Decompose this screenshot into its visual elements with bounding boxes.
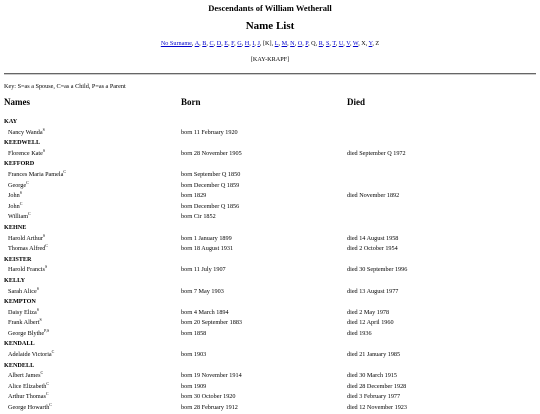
name-list xyxy=(0,117,540,414)
nav-letter[interactable]: L xyxy=(274,40,279,47)
role-link[interactable]: P,S xyxy=(44,327,50,333)
person-cell xyxy=(8,392,49,403)
column-header-names: Names xyxy=(4,97,30,107)
person-row xyxy=(0,149,540,160)
nav-letter[interactable]: F xyxy=(231,40,235,47)
person-row xyxy=(0,350,540,361)
person-row xyxy=(0,128,540,139)
person-name-link[interactable]: Florence Kate xyxy=(8,149,43,157)
role-key xyxy=(43,148,45,153)
name-range: [KAY-KRAPF] xyxy=(250,56,290,63)
person-name-link[interactable]: Thomas Alfred xyxy=(8,245,46,253)
role-link[interactable]: C xyxy=(28,211,31,217)
role-key xyxy=(46,391,49,396)
role-link[interactable]: S xyxy=(39,317,42,323)
born-cell: born 18 August 1931 xyxy=(181,245,234,253)
person-name-link[interactable]: Adelaide Victoria xyxy=(8,351,52,359)
surname-heading xyxy=(0,297,540,308)
born-cell: born 30 October 1920 xyxy=(181,393,236,401)
person-cell xyxy=(8,287,39,298)
role-link[interactable]: C xyxy=(51,349,55,354)
person-row xyxy=(0,318,540,329)
person-name-link[interactable]: George xyxy=(8,181,27,189)
person-name-link[interactable]: Albert James xyxy=(8,372,41,380)
born-cell: born 28 February 1912 xyxy=(181,404,238,412)
person-cell xyxy=(8,265,47,276)
role-link[interactable]: S xyxy=(44,264,48,270)
person-cell xyxy=(8,128,45,139)
role-key xyxy=(28,211,31,216)
column-header-died: Died xyxy=(347,97,365,107)
person-cell xyxy=(8,149,45,160)
nav-letter[interactable]: G xyxy=(237,40,242,47)
born-cell: born 1 January 1899 xyxy=(181,234,232,242)
born-cell: born 1903 xyxy=(181,351,207,359)
person-row xyxy=(0,308,540,319)
surname-heading xyxy=(0,138,540,149)
nav-letter: Q xyxy=(311,40,316,47)
role-key xyxy=(45,243,48,248)
role-link[interactable]: S xyxy=(42,232,46,238)
person-cell xyxy=(8,212,31,223)
surname-label: KEMPTON xyxy=(4,298,36,306)
nav-letter[interactable]: I xyxy=(252,40,255,47)
surname-label: KEISTER xyxy=(4,255,32,263)
role-link[interactable]: C xyxy=(46,380,49,386)
role-key xyxy=(46,381,49,386)
died-cell: died 12 November 1923 xyxy=(347,404,407,412)
surname-label: KEFFORD xyxy=(4,160,35,168)
nav-letter[interactable]: Y xyxy=(368,40,373,47)
role-link[interactable]: S xyxy=(42,126,45,132)
born-cell: born 1909 xyxy=(181,382,207,390)
person-cell xyxy=(8,382,49,393)
person-row xyxy=(0,244,540,255)
born-cell: born Cir 1852 xyxy=(181,213,216,221)
role-key xyxy=(43,232,45,237)
nav-letter: [K] xyxy=(263,40,272,47)
person-name-link[interactable]: John xyxy=(8,192,20,200)
nav-letter[interactable]: W xyxy=(352,40,359,47)
born-cell: born 19 November 1914 xyxy=(181,372,242,380)
born-cell: born 11 February 1920 xyxy=(181,128,238,136)
role-key xyxy=(37,307,39,312)
role-key xyxy=(45,264,47,269)
nav-letter: Z xyxy=(375,40,380,47)
died-cell: died November 1892 xyxy=(347,192,400,200)
key-legend: Key: S=as a Spouse, C=as a Child, P=as a Parent xyxy=(4,83,126,90)
person-name-link[interactable]: Frances Maria Pamela xyxy=(8,170,64,178)
died-cell: died 28 December 1928 xyxy=(347,382,407,390)
role-key xyxy=(20,190,22,195)
nav-letter[interactable]: J xyxy=(257,40,260,47)
nav-letter: X xyxy=(361,40,366,47)
person-name-link[interactable]: Harold Arthur xyxy=(8,234,43,242)
nav-letter[interactable]: V xyxy=(346,40,350,47)
surname-label: KEHNE xyxy=(4,223,27,231)
person-row xyxy=(0,202,540,213)
died-cell: died 14 August 1958 xyxy=(347,234,399,242)
surname-heading xyxy=(0,276,540,287)
surname-label: KENDELL xyxy=(4,361,35,369)
person-name-link[interactable]: George Howarth xyxy=(8,404,50,412)
person-cell xyxy=(8,318,42,329)
person-cell xyxy=(8,371,43,382)
born-cell: born 1829 xyxy=(181,192,207,200)
person-name-link[interactable]: Daisy Eliza xyxy=(8,308,37,316)
person-name-link[interactable]: Alice Elizabeth xyxy=(8,382,47,390)
born-cell: born 7 May 1903 xyxy=(181,287,224,295)
born-cell: born December Q 1856 xyxy=(181,202,240,210)
role-key xyxy=(43,127,45,132)
role-key xyxy=(39,317,41,322)
role-key xyxy=(40,370,43,375)
person-cell xyxy=(8,308,39,319)
surname-label: KEEDWELL xyxy=(4,139,41,147)
person-row xyxy=(0,265,540,276)
person-row xyxy=(0,382,540,393)
nav-letter[interactable]: R xyxy=(318,40,323,47)
role-link[interactable]: C xyxy=(40,370,44,376)
person-cell xyxy=(8,234,45,245)
person-cell xyxy=(8,244,48,255)
died-cell: died 12 April 1960 xyxy=(347,319,394,327)
role-link[interactable]: C xyxy=(49,401,52,407)
person-name-link[interactable]: John xyxy=(8,202,20,210)
person-name-link[interactable]: William xyxy=(8,213,29,221)
person-name-link[interactable]: George Blythe xyxy=(8,329,45,337)
surname-heading xyxy=(0,223,540,234)
person-row xyxy=(0,191,540,202)
died-cell: died 2 October 1954 xyxy=(347,245,398,253)
role-link[interactable]: C xyxy=(45,391,49,397)
role-link[interactable]: S xyxy=(36,285,39,291)
person-row xyxy=(0,392,540,403)
person-name-link[interactable]: Nancy Wanda xyxy=(8,128,43,136)
died-cell: died 30 September 1996 xyxy=(347,266,408,274)
role-key xyxy=(49,402,52,407)
role-link[interactable]: C xyxy=(19,200,23,206)
person-row xyxy=(0,371,540,382)
nav-letter[interactable]: P xyxy=(305,40,309,47)
born-cell: born September Q 1850 xyxy=(181,170,241,178)
nav-letter[interactable]: C xyxy=(209,40,214,47)
role-key xyxy=(20,201,23,206)
died-cell: died 3 February 1977 xyxy=(347,393,401,401)
surname-heading xyxy=(0,159,540,170)
role-key xyxy=(44,328,49,333)
person-row xyxy=(0,170,540,181)
surname-heading xyxy=(0,339,540,350)
person-cell xyxy=(8,181,29,192)
surname-letter-nav: No Surname, A, B, C, D, E, F, G, H, I, J, [K], L, M, N, O, P, Q, R, S, T, U, V, W, X, Y, Z xyxy=(160,40,380,47)
nav-letter[interactable]: M xyxy=(281,40,288,47)
surname-heading xyxy=(0,255,540,266)
surname-label: KENDALL xyxy=(4,340,35,348)
divider xyxy=(4,73,536,75)
person-row xyxy=(0,212,540,223)
person-row xyxy=(0,234,540,245)
surname-label: KAY xyxy=(4,118,18,125)
surname-heading xyxy=(0,117,540,128)
born-cell: born 1858 xyxy=(181,329,207,337)
role-link[interactable]: S xyxy=(42,147,46,153)
surname-label: KELLY xyxy=(4,276,26,284)
born-cell: born December Q 1859 xyxy=(181,181,240,189)
person-name-link[interactable]: Arthur Thomas xyxy=(8,393,46,401)
died-cell: died September Q 1972 xyxy=(347,149,406,157)
person-row xyxy=(0,181,540,192)
person-cell xyxy=(8,170,66,181)
nav-letter[interactable]: O xyxy=(297,40,303,47)
role-link[interactable]: C xyxy=(63,168,66,174)
died-cell: died 2 May 1978 xyxy=(347,308,390,316)
nav-letter[interactable]: T xyxy=(332,40,336,47)
born-cell: born 20 September 1883 xyxy=(181,319,243,327)
role-key xyxy=(63,169,66,174)
person-cell xyxy=(8,350,54,361)
nav-letter[interactable]: S xyxy=(325,40,330,47)
surname-heading xyxy=(0,361,540,372)
nav-letter[interactable]: E xyxy=(224,40,229,47)
person-name-link[interactable]: Harold Francis xyxy=(8,266,45,274)
born-cell: born 28 November 1905 xyxy=(181,149,242,157)
person-name-link[interactable]: Sarah Alice xyxy=(8,287,37,295)
site-title: Descendants of William Wetherall xyxy=(208,3,332,13)
role-key xyxy=(52,349,55,354)
role-link[interactable]: S xyxy=(36,306,39,312)
died-cell: died 30 March 1915 xyxy=(347,372,398,380)
role-key xyxy=(26,180,29,185)
person-cell xyxy=(8,329,49,340)
role-link[interactable]: S xyxy=(19,190,22,196)
died-cell: died 21 January 1985 xyxy=(347,351,401,359)
page-title: Name List xyxy=(245,20,295,32)
role-key xyxy=(37,285,39,290)
person-name-link[interactable]: Frank Albert xyxy=(8,319,40,327)
born-cell: born 11 July 1907 xyxy=(181,266,226,274)
nav-letter[interactable]: A xyxy=(194,40,200,47)
role-link[interactable]: C xyxy=(45,243,48,249)
role-link[interactable]: C xyxy=(26,179,29,185)
column-header-born: Born xyxy=(181,97,201,107)
died-cell: died 13 August 1977 xyxy=(347,287,399,295)
nav-letter[interactable]: U xyxy=(338,40,344,47)
person-cell xyxy=(8,202,22,213)
born-cell: born 4 March 1894 xyxy=(181,308,229,316)
nav-letter[interactable]: B xyxy=(202,40,207,47)
nav-letter[interactable]: No Surname xyxy=(160,40,192,47)
person-row xyxy=(0,329,540,340)
died-cell: died 1936 xyxy=(347,329,372,337)
nav-letter[interactable]: D xyxy=(216,40,222,47)
nav-letter[interactable]: H xyxy=(244,40,250,47)
person-row xyxy=(0,287,540,298)
nav-letter[interactable]: N xyxy=(290,40,295,47)
